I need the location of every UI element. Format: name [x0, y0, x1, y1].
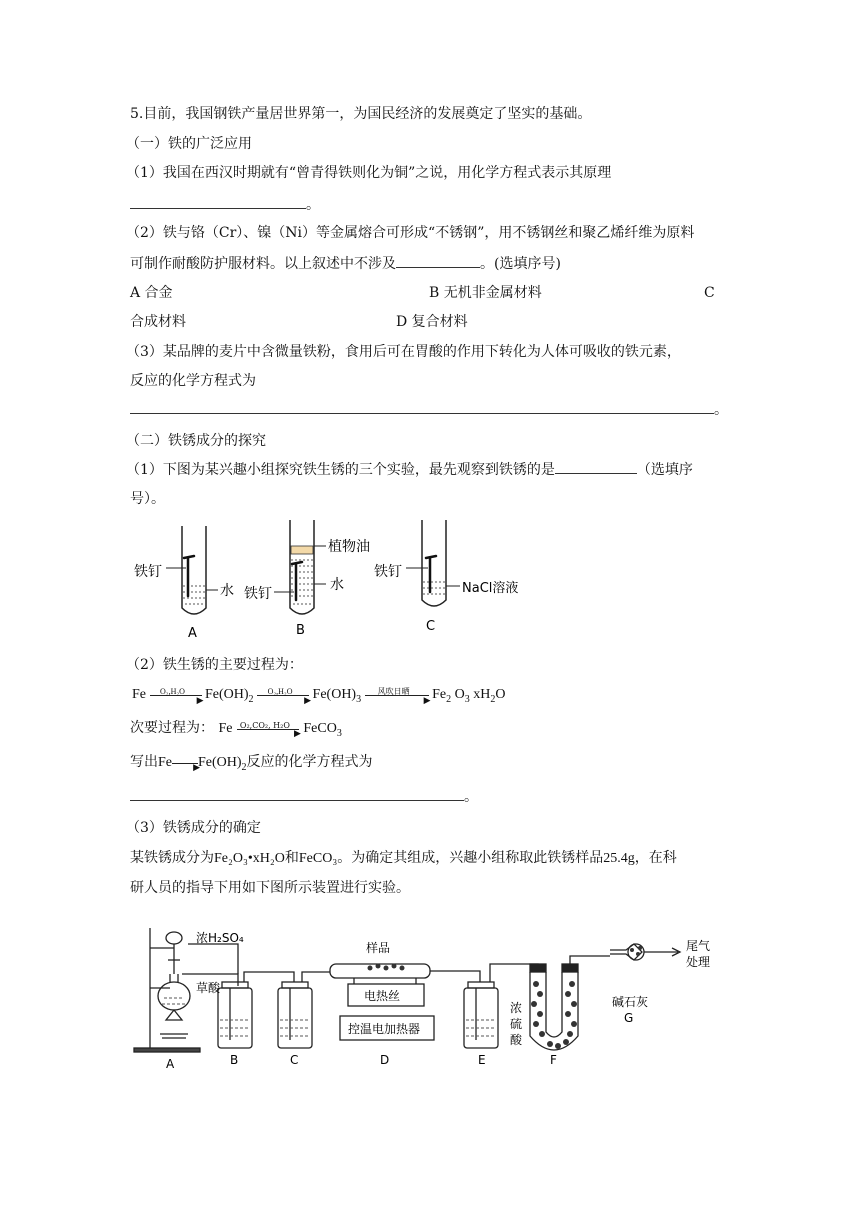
sec2-q3-line2: 研人员的指导下用如下图所示装置进行实验。	[130, 880, 410, 896]
write-equation-prompt: 写出Fe ▶ $Fe(OH)_2$反应的化学方程式为	[130, 754, 373, 773]
label-water-a: 水	[220, 583, 234, 599]
sec1-q1-answer: 。	[130, 194, 320, 215]
sec2-q3-title: （3）铁锈成分的确定	[126, 820, 261, 836]
label-c: C	[426, 619, 436, 634]
option-d: D 复合材料	[396, 314, 468, 330]
answer-blank[interactable]	[555, 459, 637, 474]
label-conc-3: 酸	[510, 1033, 523, 1047]
arrow-minor: O₂,CO₂, H₂O ▶	[237, 727, 299, 730]
minor-process-equation: 次要过程为： Fe O₂,CO₂, H₂O ▶ FeCO$_3$	[130, 720, 342, 739]
sec1-q3-line2: 反应的化学方程式为	[130, 373, 256, 389]
sec2-q1-line1: （1）下图为某兴趣小组探究铁生锈的三个实验，最先观察到铁锈的是 （选填序	[126, 459, 693, 480]
label-a: A	[188, 626, 197, 641]
sec2-q1-line2: 号）。	[130, 491, 165, 507]
label-nail-a: 铁钉	[134, 564, 162, 580]
main-process-equation: Fe O₂,H₂O ▶ $Fe(OH)_2$ O₂,H₂O ▶ $Fe(OH)_3$ 风吹日晒 ▶ $Fe_2$ $O_3$ $xH_2O$	[132, 687, 506, 706]
label-tail-gas-1: 尾气	[686, 939, 711, 953]
option-a: A 合金	[130, 285, 173, 301]
label-d: D	[380, 1053, 390, 1067]
sec1-q2-line1: （2）铁与铬（Cr）、镍（Ni）等金属熔合可形成“不锈钢”，用不锈钢丝和聚乙烯纤维为原料	[126, 225, 695, 241]
answer-blank[interactable]	[396, 253, 480, 268]
label-heater: 控温电加热器	[348, 1022, 421, 1036]
label-nacl: NaCl溶液	[462, 581, 519, 596]
label-oil: 植物油	[328, 539, 370, 555]
question-title: 5.目前，我国钢铁产量居世界第一，为国民经济的发展奠定了坚实的基础。	[130, 106, 592, 122]
label-h2so4: 浓H₂SO₄	[196, 931, 244, 945]
label-nail-b: 铁钉	[244, 586, 272, 602]
sec2-q2-title: （2）铁生锈的主要过程为：	[126, 657, 303, 673]
label-sample: 样品	[366, 941, 391, 955]
label-tail-gas-2: 处理	[686, 955, 711, 969]
apparatus-figure	[130, 924, 730, 1074]
label-e: E	[478, 1053, 486, 1067]
section-2-title: （二）铁锈成分的探究	[126, 433, 266, 449]
rust-experiment-figure	[130, 516, 540, 642]
option-c-text: 合成材料	[130, 314, 186, 330]
write-equation-answer: 。	[130, 786, 478, 807]
label-water-b: 水	[330, 577, 344, 593]
answer-blank[interactable]	[130, 194, 306, 209]
label-conc-1: 浓	[510, 1001, 523, 1015]
label-a: A	[166, 1057, 175, 1071]
label-g: G	[624, 1011, 634, 1025]
label-heater-wire: 电热丝	[364, 989, 401, 1003]
label-conc-2: 硫	[510, 1017, 523, 1031]
sec1-q3-line1: （3）某品牌的麦片中含微量铁粉，食用后可在胃酸的作用下转化为人体可吸收的铁元素，	[126, 344, 681, 360]
label-c: C	[290, 1053, 299, 1067]
sec2-q3-line1: 某铁锈成分为Fe₂O₃•xH₂O和FeCO₃。为确定其组成，兴趣小组称取此铁锈样品25.4g，在科	[130, 850, 677, 866]
section-1-title: （一）铁的广泛应用	[126, 136, 252, 152]
option-b: B 无机非金属材料	[429, 285, 542, 301]
answer-blank[interactable]	[130, 786, 464, 801]
sec1-q2-line2: 可制作耐酸防护服材料。以上叙述中不涉及 。(选填序号)	[130, 253, 561, 274]
label-oxalic-acid: 草酸	[196, 981, 221, 995]
label-nail-c: 铁钉	[374, 564, 402, 580]
arrow-3: 风吹日晒 ▶	[365, 693, 429, 696]
arrow-2: O₂,H₂O ▶	[257, 693, 309, 696]
sec1-q1-text: （1）我国在西汉时期就有“曾青得铁则化为铜”之说，用化学方程式表示其原理	[126, 165, 612, 181]
label-b: B	[230, 1053, 239, 1067]
label-soda-lime: 碱石灰	[612, 995, 649, 1009]
arrow-1: O₂,H₂O ▶	[150, 693, 202, 696]
answer-blank[interactable]	[130, 399, 714, 414]
sec1-q3-answer: 。	[130, 399, 728, 420]
label-f: F	[550, 1053, 557, 1067]
option-c-letter: C	[704, 285, 715, 301]
label-b: B	[296, 623, 305, 638]
